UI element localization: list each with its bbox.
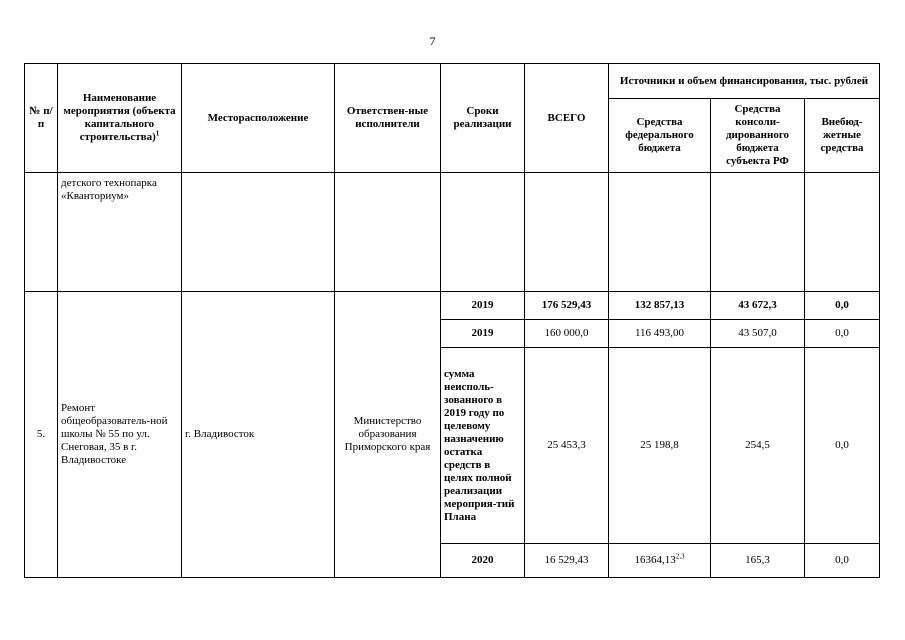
table-row — [25, 292, 880, 320]
cont-federal-cell — [609, 173, 711, 292]
term-cell: сумма неисполь-зованного в 2019 году по целевому назначению остатка средств в целях полной реализации мероприя-тий Плана — [441, 348, 525, 544]
item-location: г. Владивосток — [182, 292, 335, 578]
extra-cell: 0,0 — [805, 348, 880, 544]
item-name: Ремонт общеобразователь-ной школы № 55 по ул. Снеговая, 35 в г. Владивостоке — [58, 292, 182, 578]
cont-name: детского технопарка «Кванториум» — [58, 173, 182, 292]
financing-table — [24, 63, 880, 578]
federal-cell: 16364,13$^{2,3}$ — [609, 544, 711, 578]
header-name: Наименование мероприятия (объекта капитального строительства)$^1$ — [58, 64, 182, 173]
continuation-row — [25, 173, 880, 292]
header-row — [25, 64, 880, 99]
header-extrabudget: Внебюд-жетные средства — [805, 99, 880, 173]
header-total: ВСЕГО — [525, 64, 609, 173]
regional-cell: 254,5 — [711, 348, 805, 544]
cont-regional-cell — [711, 173, 805, 292]
cont-executors-cell — [335, 173, 441, 292]
cont-total-cell — [525, 173, 609, 292]
total-cell: 160 000,0 — [525, 320, 609, 348]
page-number: 7 — [429, 34, 436, 48]
cont-terms-cell — [441, 173, 525, 292]
cont-location-cell — [182, 173, 335, 292]
regional-cell: 43 672,3 — [711, 292, 805, 320]
item-executors: Министерство образования Приморского края — [335, 292, 441, 578]
header-executors: Ответствен-ные исполнители — [335, 64, 441, 173]
header-sources: Источники и объем финансирования, тыс. рублей — [609, 64, 880, 99]
header-location: Месторасположение — [182, 64, 335, 173]
total-cell: 176 529,43 — [525, 292, 609, 320]
cont-extra-cell — [805, 173, 880, 292]
federal-cell: 25 198,8 — [609, 348, 711, 544]
extra-cell: 0,0 — [805, 544, 880, 578]
federal-cell: 132 857,13 — [609, 292, 711, 320]
total-cell: 16 529,43 — [525, 544, 609, 578]
term-cell: 2019 — [441, 292, 525, 320]
item-num: 5. — [25, 292, 58, 578]
cont-num-cell — [25, 173, 58, 292]
header-federal: Средства федерального бюджета — [609, 99, 711, 173]
federal-cell: 116 493,00 — [609, 320, 711, 348]
term-cell: 2020 — [441, 544, 525, 578]
header-num: № п/п — [25, 64, 58, 173]
term-cell: 2019 — [441, 320, 525, 348]
regional-cell: 43 507,0 — [711, 320, 805, 348]
extra-cell: 0,0 — [805, 320, 880, 348]
header-terms: Сроки реализации — [441, 64, 525, 173]
header-regional: Средства консоли-дированного бюджета субъекта РФ — [711, 99, 805, 173]
regional-cell: 165,3 — [711, 544, 805, 578]
total-cell: 25 453,3 — [525, 348, 609, 544]
extra-cell: 0,0 — [805, 292, 880, 320]
